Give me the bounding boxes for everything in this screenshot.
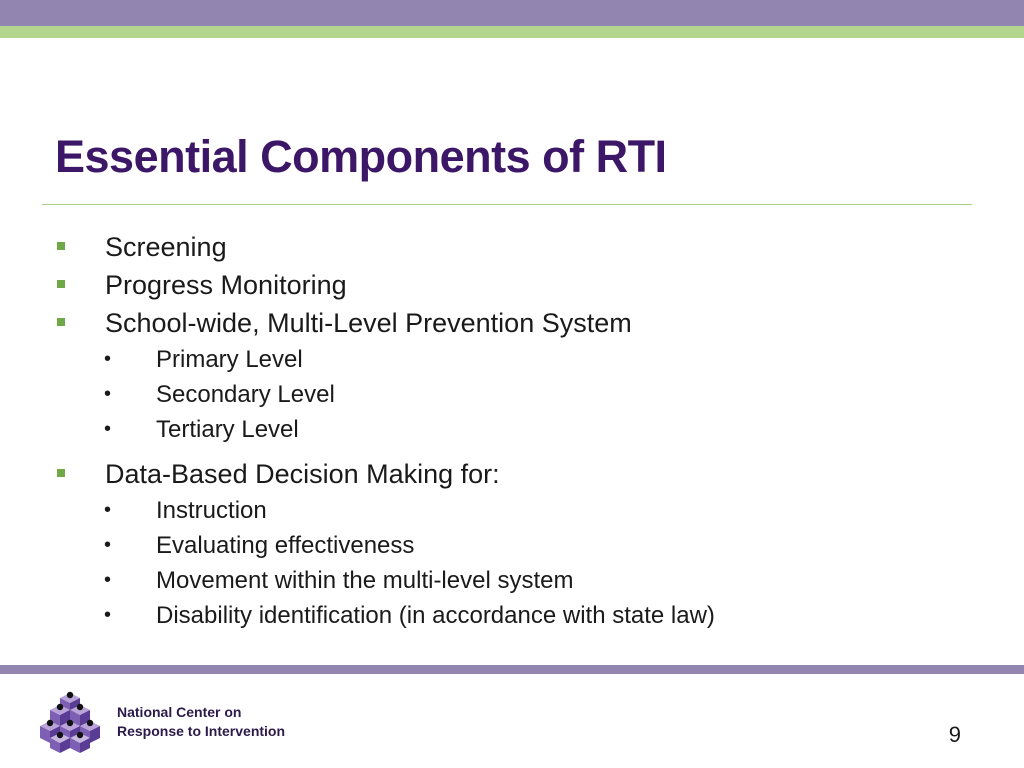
page-number: 9 — [948, 722, 961, 747]
bullet-text: School-wide, Multi-Level Prevention System — [105, 308, 632, 338]
round-bullet-icon: • — [104, 604, 112, 626]
top-band-purple — [0, 0, 1024, 26]
bullet-list — [0, 228, 1024, 633]
slide-title: Essential Components of RTI — [55, 131, 667, 182]
title-divider — [42, 204, 972, 205]
org-name-line-1: National Center on — [117, 704, 242, 720]
sub-bullet-item — [0, 412, 1024, 447]
round-bullet-icon: • — [104, 418, 112, 440]
bullet-item — [0, 228, 1024, 266]
organization-name — [117, 703, 285, 741]
sub-bullet-text: Movement within the multi-level system — [156, 567, 574, 594]
bullet-text: Screening — [105, 232, 227, 262]
sub-bullet-item — [0, 493, 1024, 528]
square-bullet-icon — [57, 469, 65, 477]
sub-bullet-item — [0, 563, 1024, 598]
sub-bullet-text: Evaluating effectiveness — [156, 532, 415, 559]
sub-bullet-text: Disability identification (in accordance with state law) — [156, 602, 715, 629]
bottom-band-purple — [0, 665, 1024, 674]
sub-bullet-text: Primary Level — [156, 346, 303, 373]
top-band-green — [0, 26, 1024, 38]
bullet-text: Progress Monitoring — [105, 270, 347, 300]
bullet-item — [0, 266, 1024, 304]
sub-bullet-item — [0, 342, 1024, 377]
stacked-cubes-logo-icon — [38, 690, 108, 754]
org-name-line-2: Response to Intervention — [117, 723, 286, 739]
bullet-item — [0, 455, 1024, 493]
bullet-item — [0, 304, 1024, 342]
round-bullet-icon: • — [104, 534, 112, 556]
square-bullet-icon — [57, 318, 65, 326]
list-spacer — [0, 447, 1024, 455]
sub-bullet-item — [0, 598, 1024, 633]
round-bullet-icon: • — [104, 569, 112, 591]
sub-bullet-text: Tertiary Level — [156, 416, 299, 443]
round-bullet-icon: • — [104, 499, 112, 521]
round-bullet-icon: • — [104, 348, 112, 370]
sub-bullet-text: Secondary Level — [156, 381, 335, 408]
sub-bullet-item — [0, 528, 1024, 563]
sub-bullet-item — [0, 377, 1024, 412]
round-bullet-icon: • — [104, 383, 112, 405]
square-bullet-icon — [57, 280, 65, 288]
bullet-text: Data-Based Decision Making for: — [105, 459, 500, 489]
sub-bullet-text: Instruction — [156, 497, 267, 524]
square-bullet-icon — [57, 242, 65, 250]
